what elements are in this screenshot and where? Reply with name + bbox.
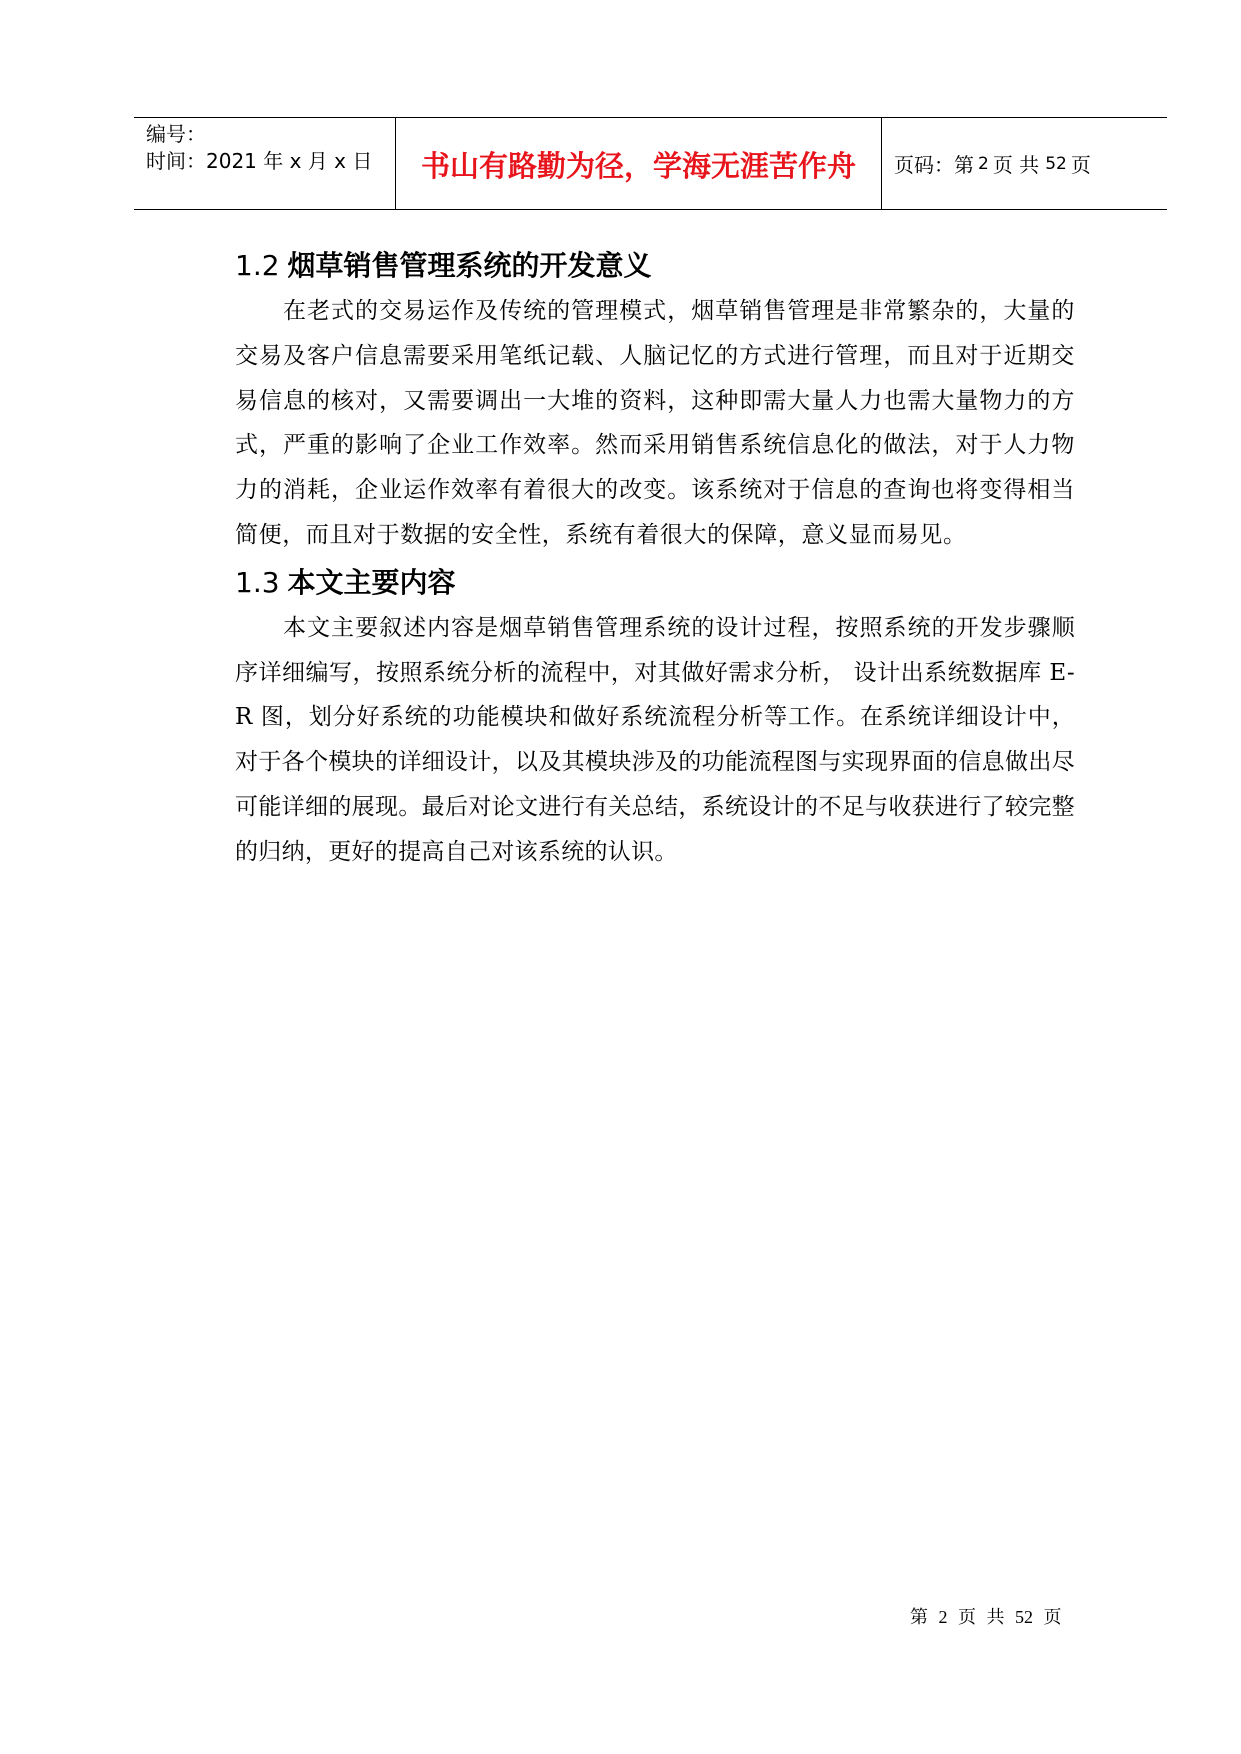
header-page-prefix: 页码：第 [894,153,974,177]
section-paragraph: 在老式的交易运作及传统的管理模式，烟草销售管理是非常繁杂的，大量的交易及客户信息需要采用笔纸记载、人脑记忆的方式进行管理，而且对于近期交易信息的核对，又需要调出一大堆的资料，这种即需大量人力也需大量物力的方式，严重的影响了企业工作效率。然而采用销售系统信息化的做法，对于人力物力的消耗，企业运作效率有着很大的改变。该系统对于信息的查询也将变得相当简便，而且对于数据的安全性，系统有着很大的保障，意义显而易见。 [235,298,1075,548]
page-footer-number: 第 2 页 共 52 页 [910,1607,1062,1627]
header-page-total: 52 [1045,153,1067,174]
document-number-label: 编号： [146,122,206,146]
page-header [134,117,1167,210]
section-title-text: 本文主要内容 [287,565,456,599]
header-page-mid: 页 共 [992,153,1040,177]
section-heading [235,243,1075,289]
section-number: 1.3 [235,565,280,599]
header-page-current: 2 [978,153,989,174]
section-paragraph: 本文主要叙述内容是烟草销售管理系统的设计过程，按照系统的开发步骤顺序详细编写，按照系统分析的流程中，对其做好需求分析， 设计出系统数据库 E-R 图，划分好系统的功能模块和做好系统流程分析等工作。在系统详细设计中，对于各个模块的详细设计，以及其模块涉及的功能流程图与实现界面的信息做出尽可能详细的展现。最后对论文进行有关总结，系统设计的不足与收获进行了较完整的归纳，更好的提高自己对该系统的认识。 [235,614,1075,865]
header-page-cell [882,118,1167,209]
header-motto: 书山有路勤为径，学海无涯苦作舟 [420,149,856,183]
document-time-label: 时间：2021 年 x 月 x 日 [146,149,373,173]
header-motto-cell [396,118,882,209]
document-body [235,243,1075,875]
section-title-text: 烟草销售管理系统的开发意义 [287,249,652,282]
section-number: 1.2 [235,249,280,282]
header-info-cell [134,118,396,209]
header-page-suffix: 页 [1070,153,1091,177]
section-heading [235,560,1075,606]
